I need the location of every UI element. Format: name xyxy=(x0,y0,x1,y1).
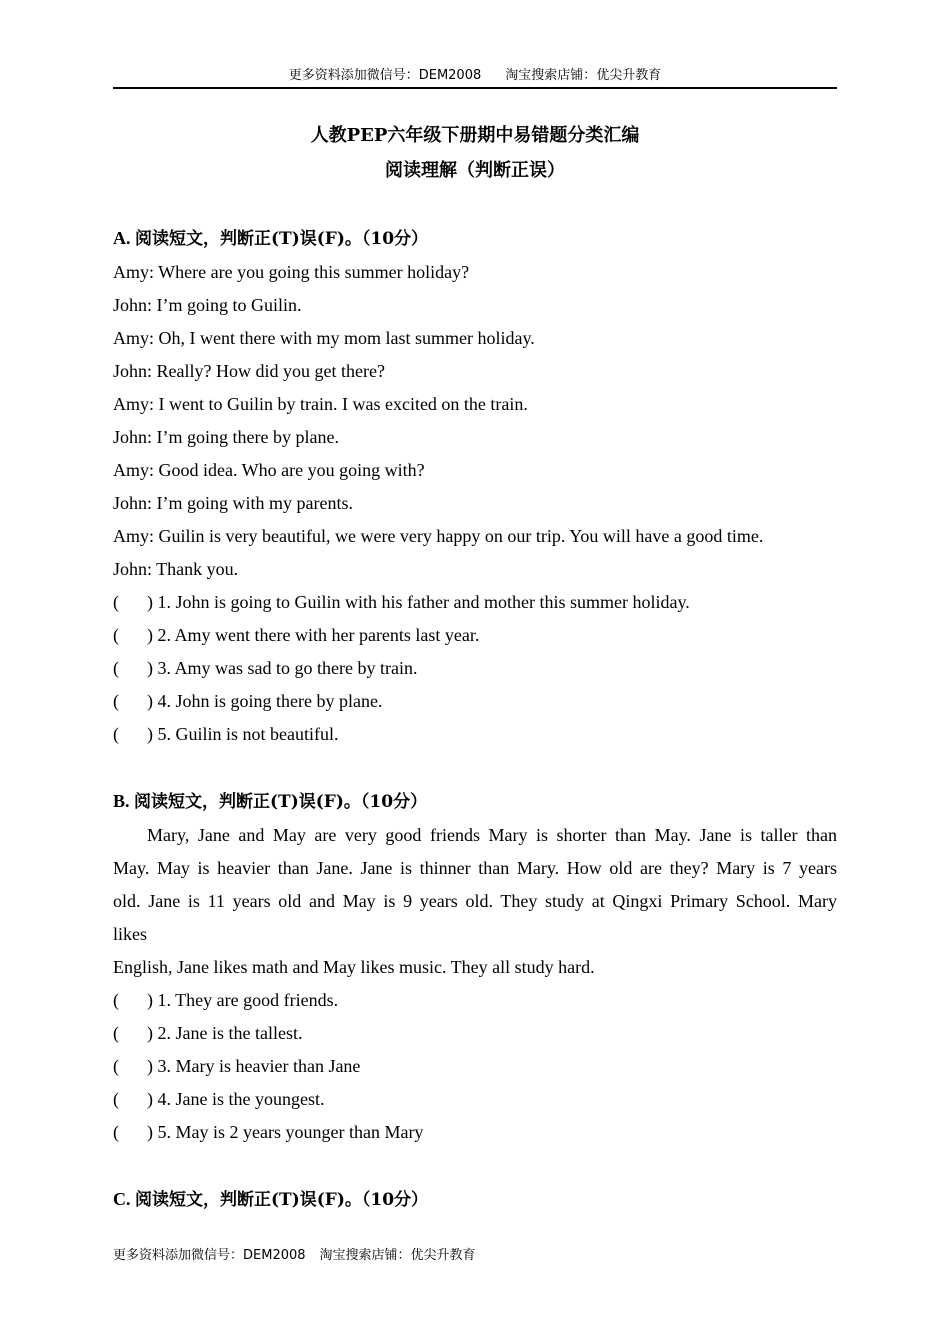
question-item-b3 xyxy=(113,1054,837,1078)
header-rule xyxy=(113,87,837,89)
dialogue-line: Amy: Where are you going this summer holiday? xyxy=(113,262,470,282)
section-a-heading xyxy=(113,226,837,251)
header-wechat: 更多资料添加微信号：DEM2008 xyxy=(288,68,482,83)
question-item-b2 xyxy=(113,1021,837,1045)
question-text: ) 1. John is going to Guilin with his father and mother this summer holiday. xyxy=(147,592,690,612)
answer-blank[interactable]: ( xyxy=(113,1122,119,1142)
answer-blank[interactable]: ( xyxy=(113,1089,119,1109)
question-text: ) 2. Amy went there with her parents last year. xyxy=(147,625,480,645)
question-item-a2 xyxy=(113,623,837,647)
section-a-instruction: 阅读短文，判断正(T)误(F)。（10分） xyxy=(135,229,429,249)
dialogue-line: John: Thank you. xyxy=(113,559,239,579)
passage-line: May. May is heavier than Jane. Jane is thinner than Mary. How old are they? Mary is 7 years xyxy=(113,858,837,878)
section-c-label: C. xyxy=(113,1189,135,1209)
answer-blank[interactable]: ( xyxy=(113,724,119,744)
question-text: ) 2. Jane is the tallest. xyxy=(147,1023,303,1043)
dialogue-line: John: I’m going to Guilin. xyxy=(113,295,302,315)
answer-blank[interactable]: ( xyxy=(113,1023,119,1043)
dialogue-line: Amy: I went to Guilin by train. I was excited on the train. xyxy=(113,394,528,414)
answer-blank[interactable]: ( xyxy=(113,625,119,645)
answer-blank[interactable]: ( xyxy=(113,990,119,1010)
dialogue-line: John: I’m going with my parents. xyxy=(113,493,353,513)
question-item-b1 xyxy=(113,988,837,1012)
section-c-instruction: 阅读短文，判断正(T)误(F)。（10分） xyxy=(135,1190,429,1210)
question-item-a4 xyxy=(113,689,837,713)
dialogue-line: Amy: Oh, I went there with my mom last summer holiday. xyxy=(113,328,535,348)
question-item-a3 xyxy=(113,656,837,680)
dialogue-line: Amy: Good idea. Who are you going with? xyxy=(113,460,425,480)
dialogue-line: John: I’m going there by plane. xyxy=(113,427,339,447)
question-item-b5 xyxy=(113,1120,837,1144)
section-a-label: A. xyxy=(113,228,135,248)
question-text: ) 1. They are good friends. xyxy=(147,990,339,1010)
question-text: ) 4. John is going there by plane. xyxy=(147,691,383,711)
header-shop: 淘宝搜索店铺：优尖升教育 xyxy=(505,68,662,83)
passage-line: old. Jane is 11 years old and May is 9 years old. They study at Qingxi Primary School. Mary xyxy=(113,891,837,911)
footer-wechat: 更多资料添加微信号：DEM2008 xyxy=(113,1248,306,1263)
page-footer xyxy=(113,1246,476,1266)
section-b-heading xyxy=(113,789,837,814)
answer-blank[interactable]: ( xyxy=(113,592,119,612)
passage-line: English, Jane likes math and May likes music. They all study hard. xyxy=(113,957,595,977)
passage-line: Mary, Jane and May are very good friends Mary is shorter than May. Jane is taller than xyxy=(147,825,837,845)
question-text: ) 5. May is 2 years younger than Mary xyxy=(147,1122,424,1142)
footer-shop: 淘宝搜索店铺：优尖升教育 xyxy=(319,1248,476,1263)
dialogue-line: Amy: Guilin is very beautiful, we were very happy on our trip. You will have a good time. xyxy=(113,526,764,546)
answer-blank[interactable]: ( xyxy=(113,1056,119,1076)
question-item-b4 xyxy=(113,1087,837,1111)
question-text: ) 3. Amy was sad to go there by train. xyxy=(147,658,418,678)
answer-blank[interactable]: ( xyxy=(113,691,119,711)
dialogue-line: John: Really? How did you get there? xyxy=(113,361,385,381)
question-text: ) 3. Mary is heavier than Jane xyxy=(147,1056,361,1076)
question-item-a1 xyxy=(113,590,837,614)
section-c-heading xyxy=(113,1187,837,1212)
section-b-label: B. xyxy=(113,791,135,811)
page-header xyxy=(113,66,837,86)
document-title: 人教PEP六年级下册期中易错题分类汇编 xyxy=(310,125,640,146)
passage-line: likes xyxy=(113,924,147,944)
question-text: ) 4. Jane is the youngest. xyxy=(147,1089,325,1109)
answer-blank[interactable]: ( xyxy=(113,658,119,678)
section-b-instruction: 阅读短文，判断正(T)误(F)。（10分） xyxy=(134,792,428,812)
question-text: ) 5. Guilin is not beautiful. xyxy=(147,724,339,744)
question-item-a5 xyxy=(113,722,837,746)
document-subtitle: 阅读理解（判断正误） xyxy=(385,160,565,181)
